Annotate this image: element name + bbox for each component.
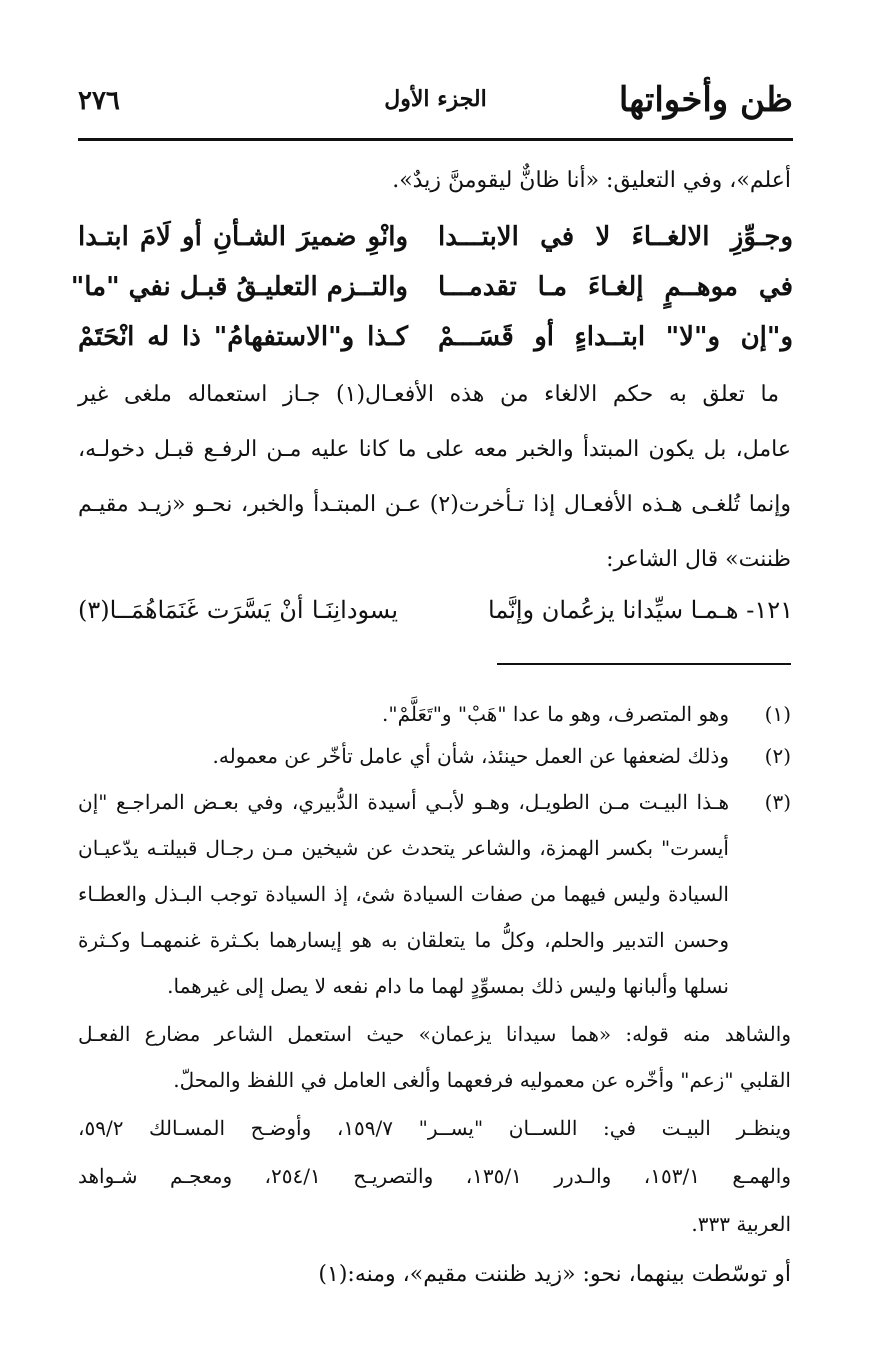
footnote-number: (٢): [764, 744, 791, 768]
footnote-line: [78, 974, 791, 1004]
verse-second-hemistich: وانْوِ ضميرَ الشـأنِ أو لَامَ ابتـدا: [78, 222, 408, 252]
footnote-text: هـذا البيـت مـن الطويـل، وهـو لأبـي أسيدة الدُّبيري، وفي بعـض المراجـع "إن: [78, 790, 729, 814]
footnote: [78, 790, 791, 820]
footnote: [78, 744, 791, 774]
page-number: ٢٧٦: [78, 86, 120, 116]
page-header: [78, 72, 793, 132]
verse-second-hemistich: والتــزم التعليـقُ قبـل نفي "ما": [70, 272, 408, 302]
intro-line: أعلم»، وفي التعليق: «أنا ظانٌّ ليقومنَّ زيدٌ».: [392, 168, 791, 193]
note-text: والهمـع ١٥٣/١، والـدرر ١٣٥/١، والتصريـح ٢٥٤/١، ومعجـم شـواهد: [78, 1164, 792, 1188]
chapter-title: ظن وأخواتها: [618, 80, 793, 120]
footnote-number: (٣): [764, 790, 791, 814]
footnote-line: [78, 882, 791, 912]
footnote: [78, 702, 791, 732]
footnote-text: وذلك لضعفها عن العمل حينئذ، شأن أي عامل تأخّر عن معموله.: [212, 744, 729, 768]
commentary-line: عامل، بل يكون المبتدأ والخبر معه على ما كانا عليه مـن الرفـع قبـل دخولـه،: [78, 437, 791, 462]
commentary-line: ما تعلق به حكم الالغاء من هذه الأفعـال(١) جـاز استعماله ملغى غير: [78, 382, 779, 407]
note-text: القلبي "زعم" وأخّره عن معموليه فرفعهما وألغى العامل في اللفظ والمحلّ.: [173, 1068, 791, 1092]
verse-first-hemistich: وجـوِّزِ الالغــاءَ لا في الابتـــدا: [438, 222, 793, 252]
footnote-text: وهو المتصرف، وهو ما عدا "هَبْ" و"تَعَلَّمْ".: [382, 702, 729, 726]
footnote-text: وحسن التدبير والحلم، وكلُّ ما يتعلقان به هو إيسارهما بكـثرة غنمهمـا وكـثرة: [78, 928, 729, 952]
footnote-text: السيادة وليس فيهما من صفات السيادة شئ، إذ السيادة توجب البـذل والعطـاء: [78, 882, 729, 906]
note-line: [78, 1164, 791, 1194]
footnote-text: أيسرت" بكسر الهمزة، والشاعر يتحدث عن شيخين مـن رجـال قبيلتـه يدّعيـان: [78, 836, 729, 860]
commentary-line: وإنما تُلغـى هـذه الأفعـال إذا تـأخرت(٢) عـن المبتـدأ والخبر، نحـو «زيـد مقيـم: [78, 492, 791, 517]
part-label: الجزء الأول: [384, 86, 487, 112]
verse-first-hemistich: و"إن و"لا" ابتــداءٍ أو قَسَـــمْ: [438, 322, 793, 352]
poem-first-hemistich: ١٢١- هـمـا سيِّدانا يزعُمان وإنَّما: [488, 596, 793, 624]
note-line: [78, 1116, 791, 1146]
note-line: [78, 1068, 791, 1098]
poem-second-hemistich: يسودانِنَـا أنْ يَسَّرَت غَنَمَاهُمَــا(٣): [78, 596, 398, 624]
footnote-line: [78, 928, 791, 958]
footnote-separator: [497, 663, 791, 665]
note-text: العربية ٣٣٣.: [691, 1212, 791, 1236]
note-text: والشاهد منه قوله: «هما سيدانا يزعمان» حيث استعمل الشاعر مضارع الفعـل: [78, 1022, 791, 1046]
footnote-number: (١): [764, 702, 791, 726]
verse-first-hemistich: في موهــمٍ إلغـاءَ مـا تقدمـــا: [438, 272, 793, 302]
footnote-text: نسلها وألبانها وليس ذلك بمسوِّدٍ لهما ما دام نفعه لا يصل إلى غيرهما.: [167, 974, 729, 998]
header-rule: [78, 138, 793, 141]
footnote-line: [78, 836, 791, 866]
commentary-line: ظننت» قال الشاعر:: [606, 547, 791, 572]
note-text: وينظـر البيـت في: اللســان "يســر" ١٥٩/٧، وأوضـح المسـالك ٥٩/٢،: [78, 1116, 791, 1140]
note-line: [78, 1212, 791, 1242]
verse-second-hemistich: كـذا و"الاستفهامُ" ذا له انْحَتَمْ: [78, 322, 408, 352]
closing-line: أو توسّطت بينهما، نحو: «زيد ظننت مقيم»، ومنه:(١): [318, 1262, 791, 1287]
note-line: [78, 1022, 791, 1052]
